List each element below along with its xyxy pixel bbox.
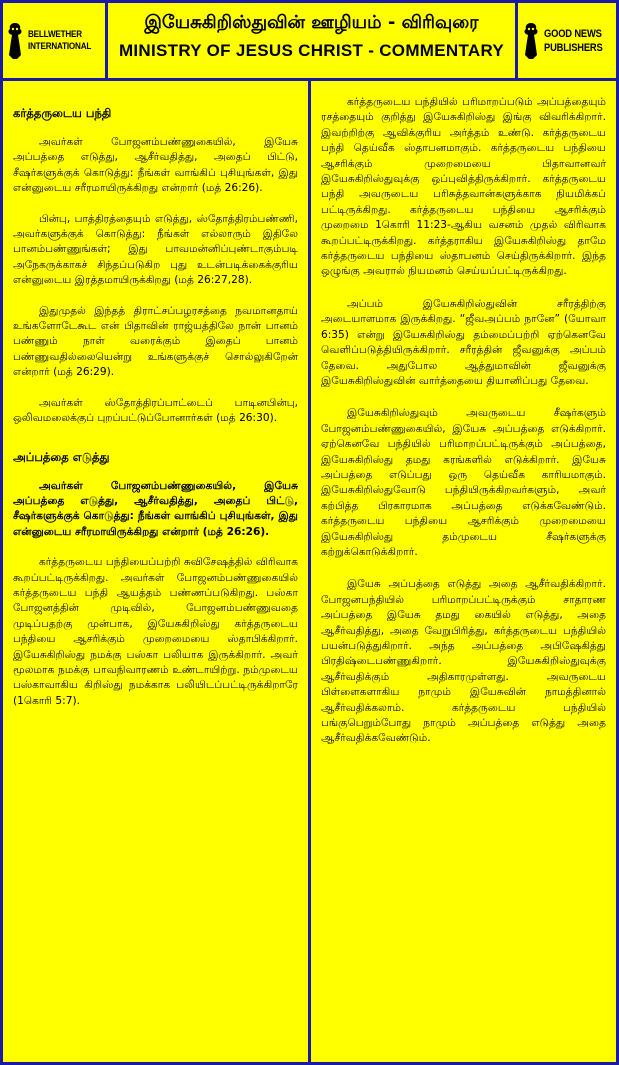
paragraph: இயேசுகிறிஸ்துவும் அவருடைய சீஷர்களும் போஜனம்பண்ணுகையில், இயேசு அப்பத்தை எடுக்கிறார். ஏற்கெனவே பந்தியில் பரிமாறப்பட்டிருக்கும் அப்பத்தை, இயேசுகிறிஸ்து தமது கரங்களில் எடுக்கிறார். இயேசு அப்பத்தை எடுப்பது ஒரு தெய்வீக காரியமாகும். இயேசுகிறிஸ்துவோடு பந்தியிருக்கிறவர்களும், அவர் கற்பித்த பிரகாரமாக அப்பத்தை எடுக்கவேண்டும். கர்த்தருடைய பந்தியை ஆசரிக்கும் முறைமையை இயேசுகிறிஸ்து தம்முடைய சீஷர்களுக்கு கற்றுக்கொடுக்கிறார்.: [321, 407, 606, 558]
paragraph: கர்த்தருடைய பந்தியைப்பற்றி சுவிசேஷத்தில் விரிவாக கூறப்பட்டிருக்கிறது. அவர்கள் போஜனம்பண்ணுகையில் கர்த்தருடைய பந்தி ஆயத்தம் பண்ணப்படுகிறது. பஸ்கா போஜனத்தின் முடிவில், போஜனம்பண்ணுவதை முடிப்பதற்கு முன்பாக, இயேசுகிறிஸ்து கர்த்தருடைய பந்தியை ஆசரிக்கும் முறைமையை ஸ்தாபிக்கிறார். இயேசுகிறிஸ்து நமக்கு பஸ்கா பலியாக இருக்கிறார். அவர் மூலமாக நமக்கு பாவநிவாரணம் உண்டாயிற்று. நம்முடைய பஸ்காவாகிய கிறிஸ்து நமக்காக பலியிடப்பட்டிருக்கிறாரே (1கொரி 5:7).: [13, 556, 298, 707]
left-logo-line1: BELLWETHER: [28, 28, 83, 40]
bellwether-logo: [3, 3, 108, 78]
left-logo-line2: INTERNATIONAL: [28, 40, 92, 52]
ram-logo-icon: [521, 21, 541, 61]
paragraph: அவர்கள் போஜனம்பண்ணுகையில், இயேசு அப்பத்தை எடுத்து, ஆசீர்வதித்து, அதைப் பிட்டு, சீஷர்களுக்குக் கொடுத்து: நீங்கள் வாங்கிப் புசியுங்கள், இது என்னுடைய சரீரமாயிருக்கிறது என்றார் (மத் 26:26).: [13, 136, 298, 195]
paragraph: அவர்கள் ஸ்தோத்திரப்பாட்டைப் பாடினபின்பு, ஒலிவமலைக்குப் புறப்பட்டுப்போனார்கள் (மத் 26:30).: [13, 396, 298, 425]
paragraph: அப்பம் இயேசுகிறிஸ்துவின் சரீரத்திற்கு அடையாளமாக இருக்கிறது. “ஜீவஅப்பம் நானே” (யோவா 6:35) என்று இயேசுகிறிஸ்து தம்மைப்பற்றி ஏற்கெனவே வெளிப்படுத்தியிருக்கிறார். சரீரத்தின் ஜீவனுக்கு அப்பம் தேவை. அதுபோல ஆத்துமாவின் ஜீவனுக்கு இயேசுகிறிஸ்துவின் வார்த்தையை தியானிப்பது தேவை.: [321, 297, 606, 387]
right-logo-line1: GOOD NEWS: [544, 27, 602, 40]
title-tamil: இயேசுகிறிஸ்துவின் ஊழியம் - விரிவுரை: [144, 12, 479, 33]
scripture-quote: அவர்கள் போஜனம்பண்ணுகையில், இயேசு அப்பத்தை எடுத்து, ஆசீர்வதித்து, அதைப் பிட்டு, சீஷர்களுக்குக் கொடுத்து: நீங்கள் வாங்கிப் புசியுங்கள், இது என்னுடைய சரீரமாயிருக்கிறது என்றார் (மத் 26:26).: [13, 479, 298, 538]
ram-logo-icon: [5, 21, 25, 61]
right-logo-line2: PUBLISHERS: [544, 41, 603, 54]
left-column: [3, 81, 311, 1062]
paragraph: இதுமுதல் இந்தத் திராட்சப்பழரசத்தை நவமானதாய் உங்களோடேகூட என் பிதாவின் ராஜ்யத்திலே நான் பானம் பண்ணும் நாள் வரைக்கும் இதைப் பானம் பண்ணுவதில்லையென்று உங்களுக்குச் சொல்லுகிறேன் என்றார் (மத் 26:29).: [13, 304, 298, 379]
section-heading: அப்பத்தை எடுத்து: [13, 449, 110, 464]
title-english: MINISTRY OF JESUS CHRIST - COMMENTARY: [118, 41, 505, 60]
good-news-logo: [515, 3, 616, 78]
header: [3, 3, 616, 81]
right-column: [311, 81, 616, 1062]
header-title: [108, 3, 515, 78]
paragraph: பின்பு, பாத்திரத்தையும் எடுத்து, ஸ்தோத்திரம்பண்ணி, அவர்களுக்குக் கொடுத்து: நீங்கள் எல்லாரும் இதிலே பானம்பண்ணுங்கள்; இது பாவமன்னிப்புண்டாகும்படி அநேகருக்காகச் சிந்தப்படுகிற புது உடன்படிக்கைக்குரிய என்னுடைய இரத்தமாயிருக்கிறது (மத் 26:27,28).: [13, 212, 298, 287]
section-heading: கர்த்தருடைய பந்தி: [13, 106, 112, 120]
paragraph: கர்த்தருடைய பந்தியில் பரிமாறப்படும் அப்பத்தையும் ரசத்தையும் குறித்து இயேசுகிறிஸ்து இங்கு விவரிக்கிறார். இவற்றிற்கு ஆவிக்குரிய அர்த்தம் உண்டு. கர்த்தருடைய பந்தி தெய்வீக ஸ்தாபனமாகும். கர்த்தருடைய பந்தியை ஆசரிக்கும் முறைமையை பிதாவானவர் இயேசுகிறிஸ்துவுக்கு ஒப்புவித்திருக்கிறார். கர்த்தருடைய பந்தி அவருடைய பரிசுத்தவான்களுக்காக நியமிக்கப் பட்டிருக்கிறது. கர்த்தருடைய பந்தியை ஆசரிக்கும் முறைமை 1கொரி 11:23-ஆகிய வசனம் முதல் விரிவாக கூறப்பட்டிருக்கிறது. கர்த்தராகிய இயேசுகிறிஸ்து தாமே கர்த்தருடைய பந்தியை ஸ்தாபனம் செய்திருக்கிறார். இந்த ஒழுங்கு அவரால் நியமனம் செய்யப்பட்டிருக்கிறது.: [321, 96, 606, 278]
paragraph: இயேசு அப்பத்தை எடுத்து அதை ஆசீர்வதிக்கிறார். போஜனபந்தியில் பரிமாறப்பட்டிருக்கும் சாதாரண அப்பத்தை இயேசு தமது கையில் எடுத்து, அதை ஆசீர்வதித்து, அதை வேறுபிரித்து, கர்த்தருடைய பந்தியில் பயன்படுத்துகிறார். அந்த அப்பத்தை அபிஷேகித்து பிரதிஷ்டைபண்ணுகிறார். இயேசுகிறிஸ்துவுக்கு ஆசீர்வதிக்கும் அதிகாரமுள்ளது. அவருடைய பிள்ளைகளாகிய நாமும் இயேசுவின் நாமத்தினால் ஆசீர்வதிக்கலாம். கர்த்தருடைய பந்தியில் பங்குபெறும்போது நாமும் அப்பத்தை எடுத்து அதை ஆசீர்வதிக்கவேண்டும்.: [321, 578, 606, 745]
